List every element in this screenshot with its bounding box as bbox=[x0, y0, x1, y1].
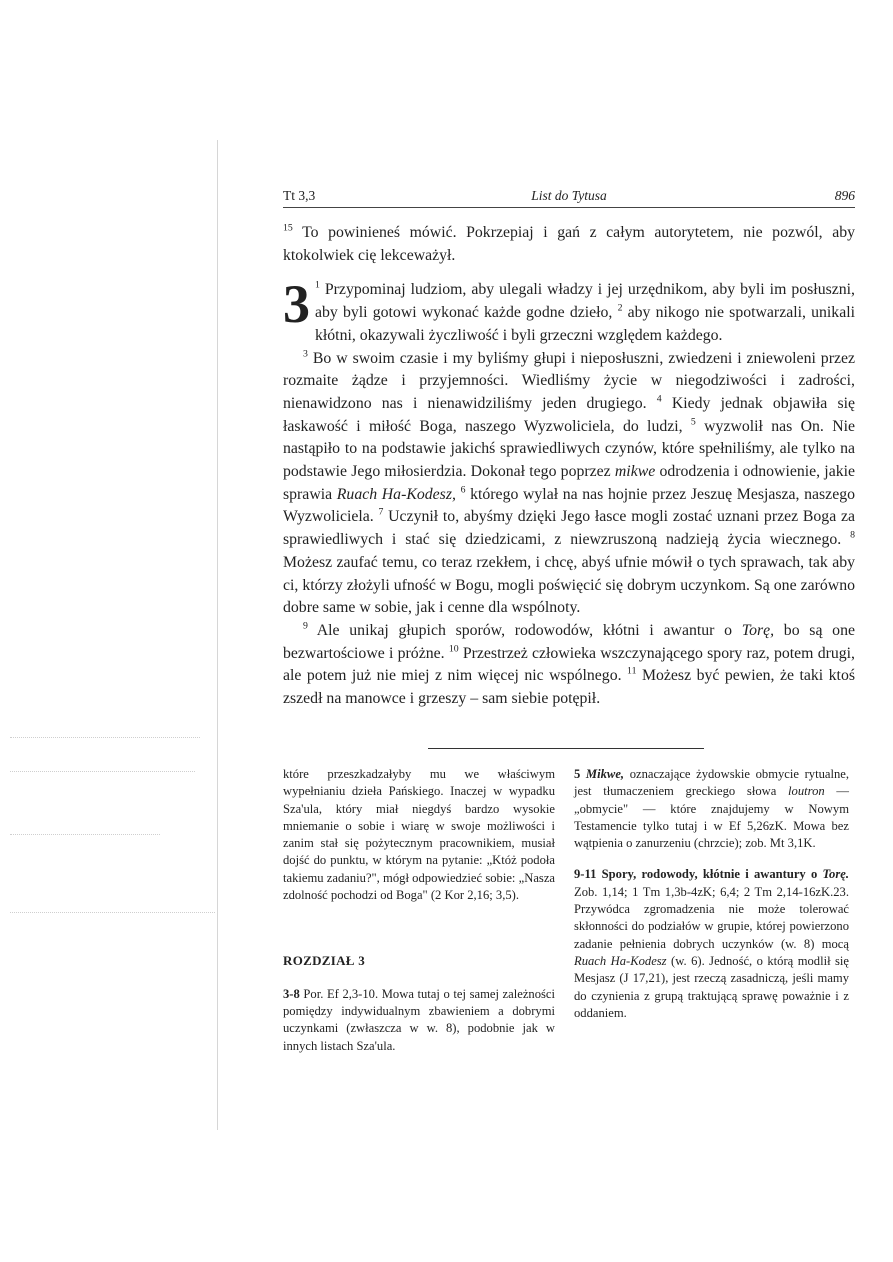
note-text: Por. Ef 2,3-10. Mowa tutaj o tej samej zależności pomiędzy indywidualnym zbawieniem a dobrymi uczynkami (zwłaszcza w w. 8), podobnie jak w innych listach Sza'ula. bbox=[283, 986, 555, 1053]
italic-term: mikwe bbox=[614, 463, 656, 481]
scan-bleed-line bbox=[10, 834, 160, 835]
verse-number: 7 bbox=[378, 507, 384, 519]
verse-paragraph bbox=[283, 348, 855, 620]
verse-paragraph bbox=[283, 222, 855, 267]
verse-number: 1 bbox=[315, 280, 320, 292]
verse-number: 3 bbox=[303, 348, 308, 360]
verse-number: 6 bbox=[460, 484, 466, 496]
header-reference: Tt 3,3 bbox=[283, 188, 316, 203]
verse-text: Kiedy jednak objawiła się łaskawość i miłość Boga, naszego Wyzwoliciela, do ludzi, bbox=[283, 394, 855, 435]
scan-gutter-line bbox=[217, 140, 218, 1130]
verse-number: 8 bbox=[850, 529, 855, 541]
note-term: Ruach Ha-Kodesz bbox=[574, 953, 667, 968]
scan-bleed-line bbox=[10, 771, 195, 772]
commentary-note bbox=[283, 986, 555, 1055]
chapter-heading: ROZDZIAŁ 3 bbox=[283, 953, 366, 969]
commentary-left-column bbox=[283, 766, 555, 1055]
note-reference: 5 bbox=[574, 767, 581, 781]
verse-text: bo są one bezwartościowe i próżne. bbox=[283, 621, 855, 662]
verse-text: Przypominaj ludziom, aby ulegali władzy i jej urzędnikom, aby byli im posłuszni, aby byli gotowi wykonać każde godne dzieło, bbox=[315, 281, 855, 322]
chapter-drop-cap: 3 bbox=[283, 274, 310, 335]
verse-number: 2 bbox=[617, 302, 623, 314]
italic-term: Ruach Ha-Kodesz, bbox=[336, 485, 456, 503]
commentary-continuation: które przeszkadzałyby mu we właściwym wypełnianiu dzieła Pańskiego. Inaczej w wypadku Sza'ula, który miał niegdyś bardzo wysokie mniemanie o sobie i wiarę w swoje możliwości i zanim stał się pożytecznym pracownikiem, musiał dojść do punktu, w którym na pytanie: „Któż podoła takiemu zadaniu?", mógł odpowiedzieć sobie: „Nasza zdolność pochodzi od Boga" (2 Kor 2,16; 3,5). bbox=[283, 767, 555, 903]
commentary-right-column bbox=[574, 766, 849, 1022]
header-rule bbox=[283, 207, 855, 208]
commentary-note bbox=[574, 766, 849, 852]
verse-number: 9 bbox=[303, 620, 308, 632]
note-text: (w. 6). Jedność, o którą modlił się Mesjasz (J 17,21), jest rzeczą zasadniczą, jeśli mamy do czynienia z grupą traktującą sprawę poważnie i z oddaniem. bbox=[574, 953, 850, 1020]
note-text: oznaczające żydowskie obmycie rytualne, jest tłumaczeniem greckiego słowa bbox=[574, 767, 849, 799]
verse-text: Ale unikaj głupich sporów, rodowodów, kłótni i awantur o bbox=[316, 621, 733, 639]
verse-number: 5 bbox=[690, 416, 696, 428]
note-term: Mikwe, bbox=[585, 767, 625, 781]
verse-number: 15 bbox=[283, 222, 293, 234]
note-term: Torę. bbox=[822, 867, 849, 882]
verse-number: 10 bbox=[448, 643, 459, 655]
main-scripture-text bbox=[283, 222, 855, 711]
verse-text: wyzwolił nas On. Nie nastąpiło to na podstawie jakichś sprawiedliwych czynów, które spełniliśmy, ale tylko na podstawie Jego miłosierdzia. Dokonał tego poprzez bbox=[283, 417, 856, 481]
verse-text: odrodzenia i odnowienie, jakie sprawia bbox=[283, 463, 856, 503]
running-header bbox=[283, 188, 855, 208]
note-title: Spory, rodowody, kłótnie i awantury o bbox=[601, 867, 818, 882]
scan-bleed-line bbox=[10, 912, 215, 913]
note-reference: 3-8 bbox=[283, 986, 300, 1001]
verse-text: To powinieneś mówić. Pokrzepiaj i gań z całym autorytetem, nie pozwól, aby ktokolwiek cię lekceważył. bbox=[283, 224, 856, 264]
header-page-number: 896 bbox=[834, 188, 855, 203]
note-text: Zob. 1,14; 1 Tm 1,3b-4zK; 6,4; 2 Tm 2,14-16zK.23. Przywódca zgromadzenia nie może tolerować skłonności do podziałów w grupie, której powierzono zadanie pełnienia dobrych uczynków (w. 8) mocą bbox=[574, 884, 849, 951]
verse-text: Przestrzeż człowieka wszczynającego spory raz, potem drugi, ale potem już nie miej z nim więcej nic wspólnego. bbox=[283, 644, 855, 685]
verse-text: Bo w swoim czasie i my byliśmy głupi i nieposłuszni, zwiedzeni i zniewoleni przez rozmaite żądze i przyjemności. Wiedliśmy życie w niegodziwości i zadrości, nienawidzono nas i nienawidziliśmy jeden drugiego. bbox=[283, 349, 855, 412]
chapter-opening-paragraph bbox=[283, 274, 855, 347]
verse-text: Uczynił to, abyśmy dzięki Jego łasce mogli zostać uznani przez Boga za sprawiedliwych i stać się dziedzicami, z niewzruszoną nadzieją życia wiecznego. bbox=[283, 508, 855, 549]
commentary-note bbox=[574, 866, 849, 1022]
verse-number: 11 bbox=[627, 666, 637, 678]
verse-paragraph bbox=[283, 620, 855, 711]
note-text: — „obmycie" — które znajdujemy w Nowym Testamencie tylko tutaj i w Ef 5,26zK. Mowa bez wątpienia o zanurzeniu (chrzcie); zob. Mt 3,1K. bbox=[574, 784, 849, 851]
scan-bleed-line bbox=[10, 737, 200, 738]
note-reference: 9-11 bbox=[574, 867, 597, 882]
verse-number: 4 bbox=[656, 393, 662, 405]
header-book-title: List do Tytusa bbox=[531, 188, 607, 203]
verse-text: aby nikogo nie spotwarzali, unikali kłótni, okazywali życzliwość i byli grzeczni względem każdego. bbox=[315, 304, 855, 344]
note-greek-term: loutron bbox=[788, 784, 825, 799]
italic-term: Torę, bbox=[741, 621, 775, 639]
footnote-divider bbox=[428, 748, 704, 749]
verse-text: Możesz być pewien, że taki ktoś zszedł na manowce i grzeszy – sam siebie potępił. bbox=[283, 667, 855, 708]
verse-text: Możesz zaufać temu, co teraz rzekłem, i chcę, abyś ufnie mówił o tych sprawach, tak aby ci, którzy złożyli ufność w Bogu, mogli poświęcić się dobrym uczynkom. Są one zarówno dobre same w sobie, jak i cenne dla wspólnoty. bbox=[283, 553, 855, 617]
verse-text: którego wylał na nas hojnie przez Jeszuę Mesjasza, naszego Wyzwoliciela. bbox=[283, 485, 856, 526]
